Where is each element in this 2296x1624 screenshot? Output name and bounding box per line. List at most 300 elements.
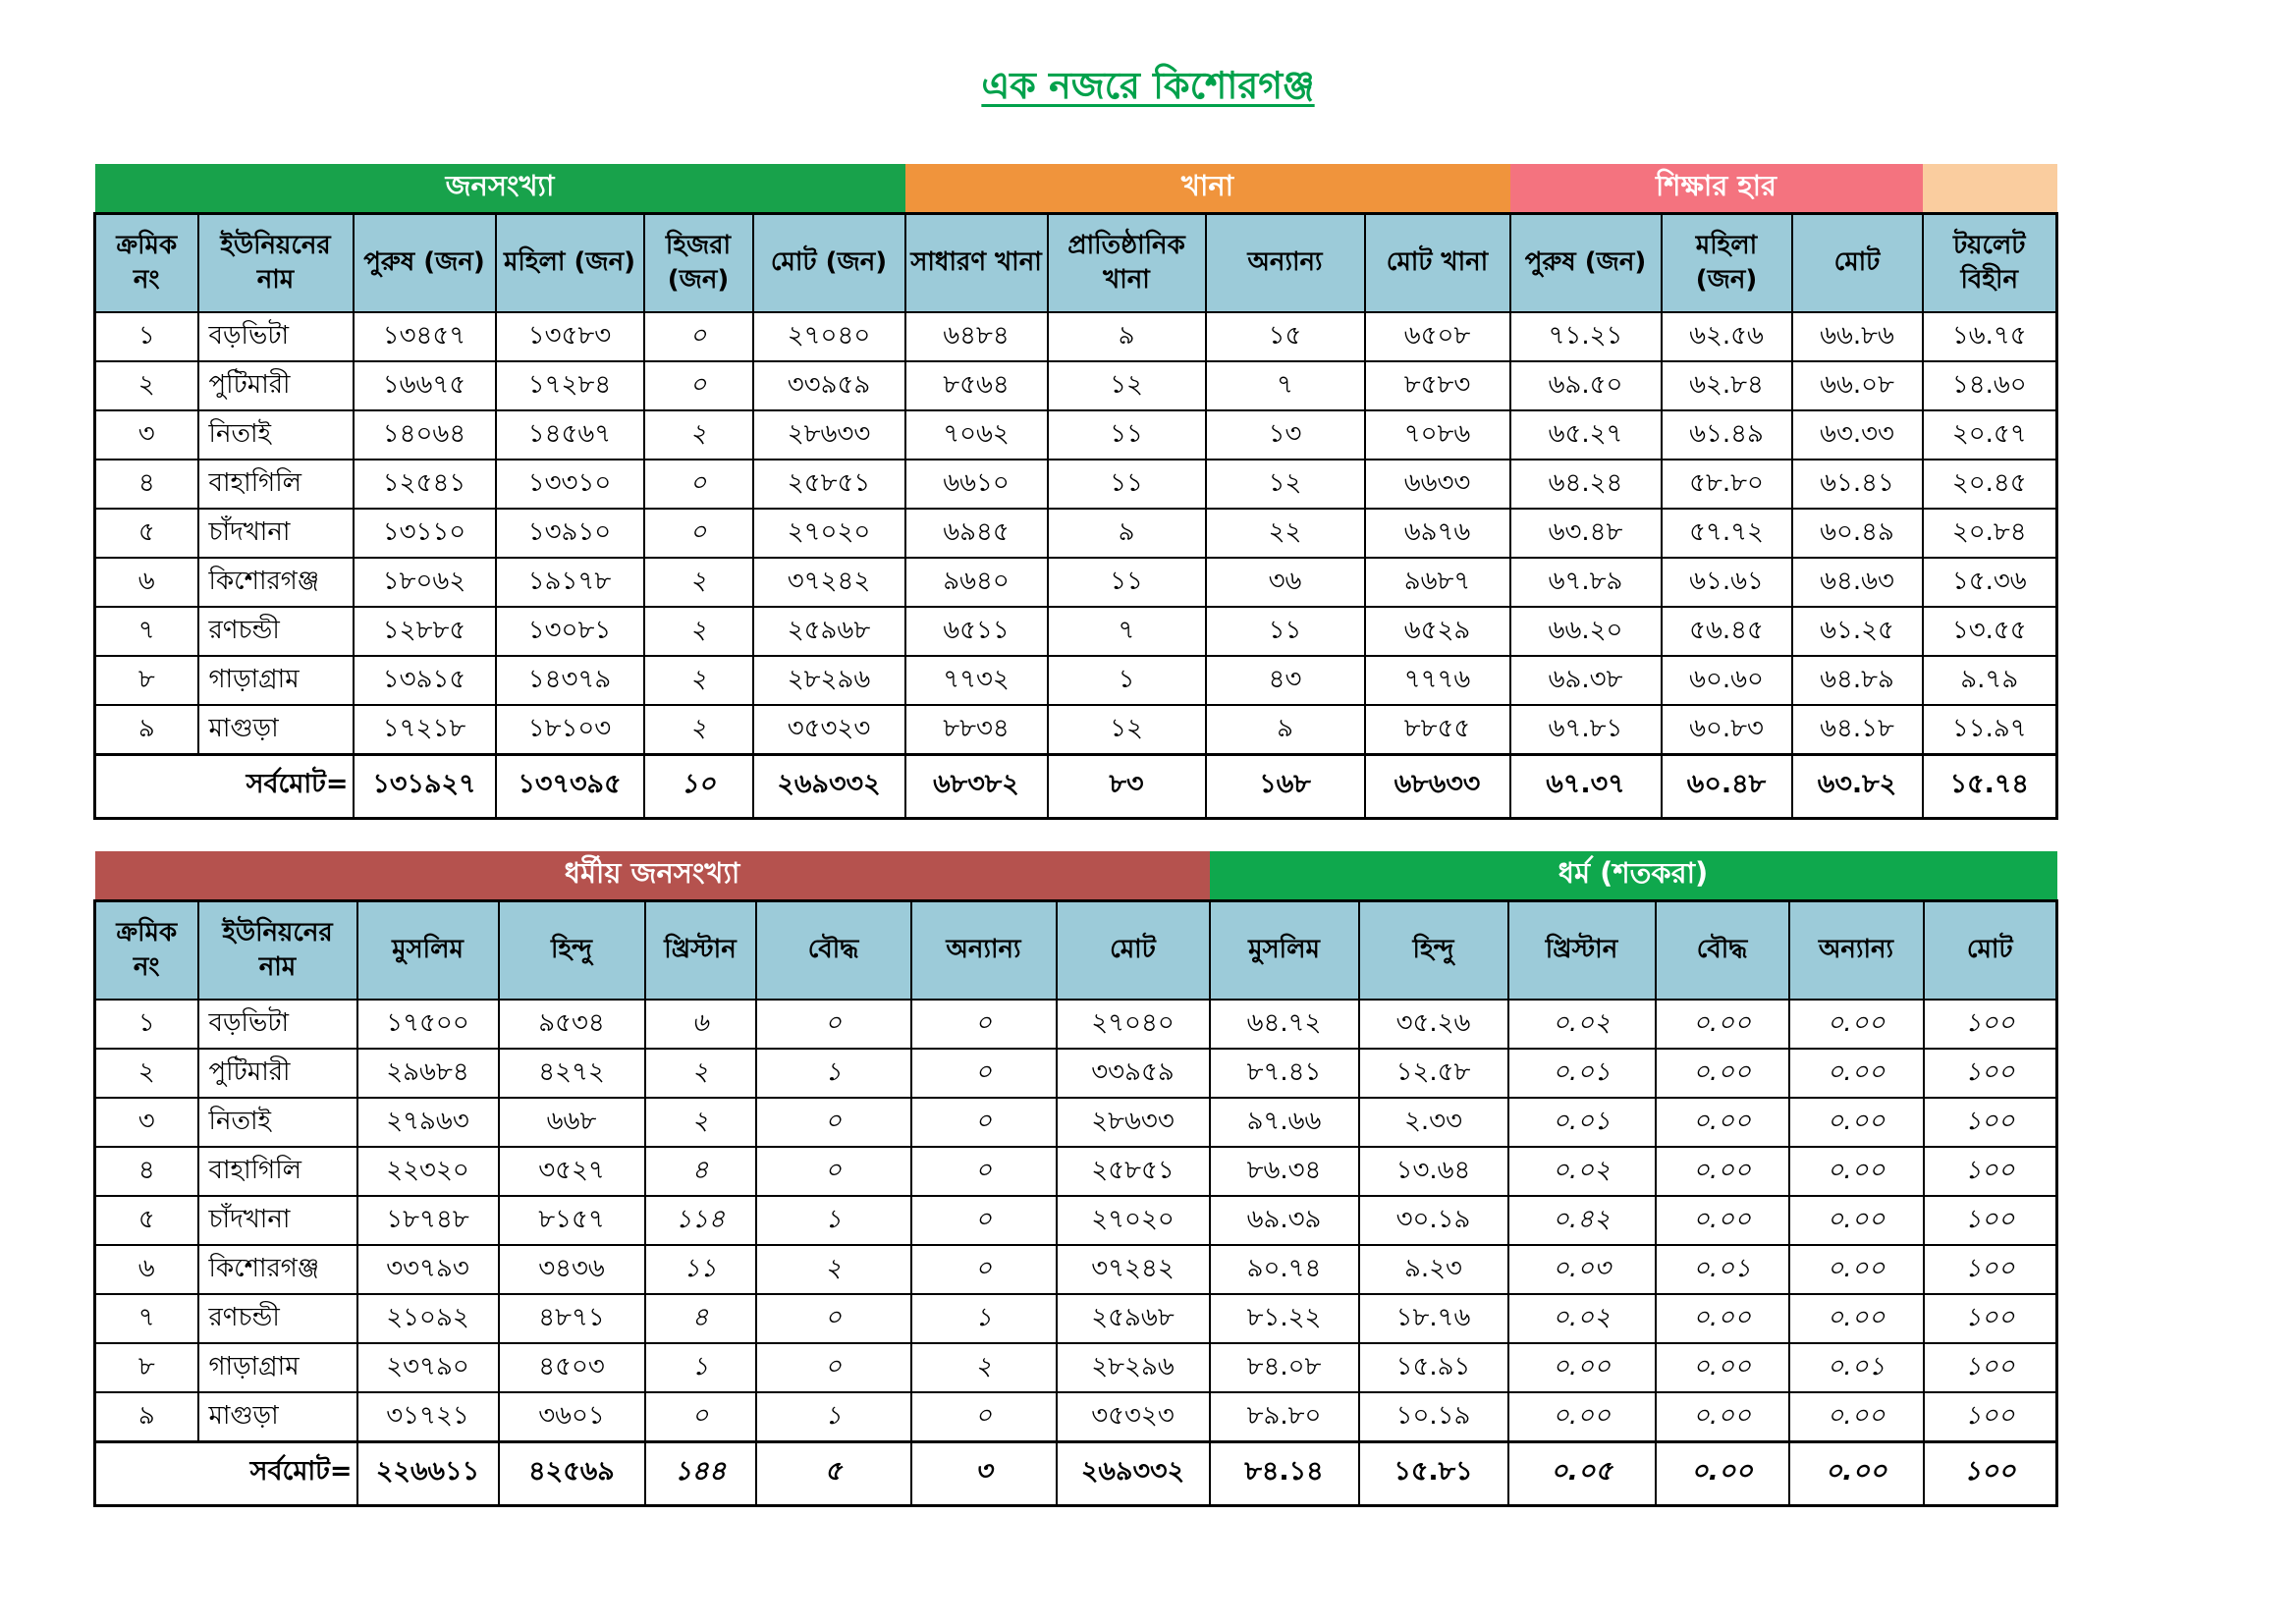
table-cell: ৬৬৮ [499, 1098, 645, 1147]
table-cell: ৩৩৯৫৯ [1057, 1049, 1210, 1098]
table-cell: ১৩.৬৪ [1359, 1147, 1508, 1196]
table-cell: ১১ [645, 1245, 756, 1294]
table-cell: ৩১৭২১ [357, 1392, 499, 1442]
table-cell: ১৩৫৮৩ [496, 312, 644, 361]
table-cell: ১২.৫৮ [1359, 1049, 1508, 1098]
table-cell: ৭ [1048, 607, 1206, 656]
table-cell: পুটিমারী [198, 1049, 357, 1098]
table-cell: ৯ [1048, 312, 1206, 361]
table-cell: ০ [644, 312, 753, 361]
total-cell: ১৩১৯২৭ [354, 754, 496, 818]
table-cell: ২ [644, 656, 753, 705]
table-cell: ৬৩.৪৮ [1510, 509, 1662, 558]
group-header: শিক্ষার হার [1510, 164, 1923, 214]
religion-population-table [93, 851, 2058, 1507]
table-cell: ০.০০ [1508, 1392, 1656, 1442]
column-header: হিজরা (জন) [644, 214, 753, 312]
table-cell: ৯৭.৬৬ [1210, 1098, 1359, 1147]
table-cell: ১৩৩১০ [496, 460, 644, 509]
table-cell: ১১ [1206, 607, 1365, 656]
table-cell: ০.০১ [1508, 1098, 1656, 1147]
table-cell: ৫ [95, 509, 198, 558]
table-row [95, 1147, 2057, 1196]
total-cell: ৬৭.৩৭ [1510, 754, 1662, 818]
table-cell: ৬৬১০ [905, 460, 1048, 509]
column-header: মোট (জন) [753, 214, 905, 312]
table-cell: নিতাই [198, 410, 354, 460]
table-cell: ০ [756, 1343, 911, 1392]
table-cell: ৯৬৮৭ [1365, 558, 1510, 607]
table-cell: ১২ [1048, 705, 1206, 755]
table-cell: ১৫.৩৬ [1923, 558, 2057, 607]
table-cell: ৬৬.০৮ [1792, 361, 1923, 410]
column-header: হিন্দু [1359, 901, 1508, 1000]
column-header: মোট [1924, 901, 2057, 1000]
table-cell: ৭৭৩২ [905, 656, 1048, 705]
table-cell: ২৭০২০ [753, 509, 905, 558]
table-cell: বড়ভিটা [198, 1000, 357, 1049]
table-cell: ২ [645, 1098, 756, 1147]
table-cell: ২৮৬৩৩ [1057, 1098, 1210, 1147]
table-cell: ১৮.৭৬ [1359, 1294, 1508, 1343]
total-cell: ৪২৫৬৯ [499, 1441, 645, 1505]
group-band-row [95, 851, 2057, 901]
table-cell: ১০.১৯ [1359, 1392, 1508, 1442]
column-header: মুসলিম [357, 901, 499, 1000]
table-cell: ০ [644, 460, 753, 509]
table-cell: ১৭২১৮ [354, 705, 496, 755]
table-cell: ১০০ [1924, 1196, 2057, 1245]
table-cell: ০.০২ [1508, 1000, 1656, 1049]
table-row [95, 1000, 2057, 1049]
column-header: বৌদ্ধ [1656, 901, 1789, 1000]
column-header: হিন্দু [499, 901, 645, 1000]
table-cell: ৮১৫৭ [499, 1196, 645, 1245]
column-header: মোট [1057, 901, 1210, 1000]
column-header-row [95, 214, 2057, 312]
table-cell: ০.০০ [1508, 1343, 1656, 1392]
table-cell: ১ [95, 1000, 198, 1049]
table-cell: ১৪৫৬৭ [496, 410, 644, 460]
table-cell: ৮৬.৩৪ [1210, 1147, 1359, 1196]
table-cell: ০ [911, 1147, 1057, 1196]
table-cell: ৭ [1206, 361, 1365, 410]
table-cell: ১৬.৭৫ [1923, 312, 2057, 361]
table-cell: পুটিমারী [198, 361, 354, 410]
table-cell: ০ [911, 1392, 1057, 1442]
column-header: খ্রিস্টান [1508, 901, 1656, 1000]
table-cell: ৬৬.৮৬ [1792, 312, 1923, 361]
table-cell: ১৪.৬০ [1923, 361, 2057, 410]
column-header: মোট [1792, 214, 1923, 312]
table-cell: ৬ [645, 1000, 756, 1049]
table-cell: ১৩ [1206, 410, 1365, 460]
column-header: অন্যান্য [1789, 901, 1924, 1000]
table-cell: ০.০০ [1656, 1000, 1789, 1049]
table-cell: ৬৪.৮৯ [1792, 656, 1923, 705]
total-cell: ৮৪.১৪ [1210, 1441, 1359, 1505]
table-cell: ৩০.১৯ [1359, 1196, 1508, 1245]
group-header: খানা [905, 164, 1510, 214]
table-cell: ১৮১০৩ [496, 705, 644, 755]
table-cell: ৮৫৮৩ [1365, 361, 1510, 410]
table-cell: ১৩০৮১ [496, 607, 644, 656]
total-row [95, 754, 2057, 818]
table-cell: ৫৬.৪৫ [1662, 607, 1792, 656]
table-cell: ৬৯.৫০ [1510, 361, 1662, 410]
table-cell: ১০০ [1924, 1147, 2057, 1196]
table-cell: ২.৩৩ [1359, 1098, 1508, 1147]
table-cell: ২৯৬৮৪ [357, 1049, 499, 1098]
table-cell: ১১ [1048, 410, 1206, 460]
table-cell: ৮৪.০৮ [1210, 1343, 1359, 1392]
total-cell: ২৬৯৩৩২ [753, 754, 905, 818]
table-cell: ১১.৯৭ [1923, 705, 2057, 755]
table-cell: ৬৫২৯ [1365, 607, 1510, 656]
table-cell: ৮৫৬৪ [905, 361, 1048, 410]
total-cell: ৮৩ [1048, 754, 1206, 818]
table-row [95, 460, 2057, 509]
table-cell: ১০০ [1924, 1049, 2057, 1098]
table-cell: ২ [95, 1049, 198, 1098]
table-cell: ৩৫২৭ [499, 1147, 645, 1196]
table-cell: ২৭৯৬৩ [357, 1098, 499, 1147]
table-cell: ০ [911, 1196, 1057, 1245]
table-cell: ৩৬ [1206, 558, 1365, 607]
table-row [95, 361, 2057, 410]
table-row [95, 607, 2057, 656]
table-cell: ৮৮৫৫ [1365, 705, 1510, 755]
table-cell: ০.০২ [1508, 1294, 1656, 1343]
table-cell: ৭০৮৬ [1365, 410, 1510, 460]
total-row [95, 1441, 2057, 1505]
table-cell: ১২৫৪১ [354, 460, 496, 509]
table-cell: ৬২.৮৪ [1662, 361, 1792, 410]
group-header [1923, 164, 2057, 214]
table-cell: ৩৫.২৬ [1359, 1000, 1508, 1049]
table-cell: ৮ [95, 1343, 198, 1392]
column-header: অন্যান্য [911, 901, 1057, 1000]
table-cell: ৩ [95, 1098, 198, 1147]
table-row [95, 1196, 2057, 1245]
table-cell: ১ [645, 1343, 756, 1392]
column-header: ইউনিয়নের নাম [198, 214, 354, 312]
total-cell: ২৬৯৩৩২ [1057, 1441, 1210, 1505]
table-cell: ৩৫৩২৩ [1057, 1392, 1210, 1442]
table-cell: ১০০ [1924, 1392, 2057, 1442]
table-cell: ১০০ [1924, 1343, 2057, 1392]
table-cell: ১৮৭৪৮ [357, 1196, 499, 1245]
table-cell: ৩৪৩৬ [499, 1245, 645, 1294]
table-cell: ১ [756, 1196, 911, 1245]
table-cell: ১ [756, 1049, 911, 1098]
column-header: মুসলিম [1210, 901, 1359, 1000]
table-cell: ৩৬০১ [499, 1392, 645, 1442]
total-cell: ০.০০ [1656, 1441, 1789, 1505]
table-cell: বাহাগিলি [198, 1147, 357, 1196]
table-cell: ৬৩.৩৩ [1792, 410, 1923, 460]
table-cell: চাঁদখানা [198, 1196, 357, 1245]
total-cell: ০.০৫ [1508, 1441, 1656, 1505]
total-cell: ৫ [756, 1441, 911, 1505]
table-cell: ৯৫৩৪ [499, 1000, 645, 1049]
table-row [95, 1098, 2057, 1147]
table-cell: ৬১.২৫ [1792, 607, 1923, 656]
table-cell: ২ [644, 410, 753, 460]
table1-body [95, 312, 2057, 819]
table-cell: ০.০০ [1656, 1049, 1789, 1098]
page-title: এক নজরে কিশোরগঞ্জ [981, 64, 1315, 107]
table-cell: ২৮২৯৬ [1057, 1343, 1210, 1392]
table-cell: ৬৯.৩৯ [1210, 1196, 1359, 1245]
table-cell: ১ [95, 312, 198, 361]
table-cell: ৬৪.১৮ [1792, 705, 1923, 755]
table-cell: ৯.৭৯ [1923, 656, 2057, 705]
total-cell: ১৬৮ [1206, 754, 1365, 818]
group-header: ধর্ম (শতকরা) [1210, 851, 2057, 901]
column-header: টয়লেট বিহীন [1923, 214, 2057, 312]
table-cell: ১৩১১০ [354, 509, 496, 558]
table-cell: ০.০০ [1789, 1392, 1924, 1442]
table-cell: ১৭৫০০ [357, 1000, 499, 1049]
table-cell: ২ [645, 1049, 756, 1098]
table-cell: ০.০০ [1789, 1196, 1924, 1245]
table-cell: ৮৭.৪১ [1210, 1049, 1359, 1098]
table-cell: ৮৯.৮০ [1210, 1392, 1359, 1442]
table-cell: ৩৫৩২৩ [753, 705, 905, 755]
total-cell: ১০০ [1924, 1441, 2057, 1505]
table-cell: ৯৬৪০ [905, 558, 1048, 607]
table-row [95, 656, 2057, 705]
table-cell: ৩৩৯৫৯ [753, 361, 905, 410]
total-cell: ১৩৭৩৯৫ [496, 754, 644, 818]
total-cell: ৬৮৩৮২ [905, 754, 1048, 818]
table-cell: ১৬৬৭৫ [354, 361, 496, 410]
table-cell: ২৫৮৫১ [753, 460, 905, 509]
table-cell: ১০০ [1924, 1098, 2057, 1147]
table2-head [95, 851, 2057, 1000]
table-cell: ৬২.৫৬ [1662, 312, 1792, 361]
table-cell: ২২৩২০ [357, 1147, 499, 1196]
table2-body [95, 1000, 2057, 1506]
table-cell: কিশোরগঞ্জ [198, 558, 354, 607]
table-cell: ২৩৭৯০ [357, 1343, 499, 1392]
table-row [95, 1049, 2057, 1098]
table-cell: ১৩৯১৫ [354, 656, 496, 705]
column-header: পুরুষ (জন) [1510, 214, 1662, 312]
table-row [95, 1245, 2057, 1294]
total-cell: ৩ [911, 1441, 1057, 1505]
table-cell: মাগুড়া [198, 705, 354, 755]
table-cell: ২৮৬৩৩ [753, 410, 905, 460]
table-cell: ০ [911, 1049, 1057, 1098]
table-row [95, 1343, 2057, 1392]
total-cell: ৬০.৪৮ [1662, 754, 1792, 818]
total-cell: ৬৮৬৩৩ [1365, 754, 1510, 818]
population-households-literacy-table [93, 164, 2058, 820]
table-cell: ২১০৯২ [357, 1294, 499, 1343]
table-cell: ৩৭২৪২ [753, 558, 905, 607]
group-header: জনসংখ্যা [95, 164, 905, 214]
table-row [95, 1294, 2057, 1343]
table-cell: ২০.৫৭ [1923, 410, 2057, 460]
table-cell: ২৮২৯৬ [753, 656, 905, 705]
table-cell: ৪ [95, 460, 198, 509]
table-cell: বড়ভিটা [198, 312, 354, 361]
table-cell: ২৭০৪০ [1057, 1000, 1210, 1049]
table-row [95, 410, 2057, 460]
table-row [95, 1392, 2057, 1442]
table-cell: ০ [911, 1098, 1057, 1147]
table-cell: ৬৪৮৪ [905, 312, 1048, 361]
table-cell: ৬০.৮৩ [1662, 705, 1792, 755]
table-cell: ১৯১৭৮ [496, 558, 644, 607]
table-cell: ০.০০ [1789, 1000, 1924, 1049]
group-header: ধর্মীয় জনসংখ্যা [95, 851, 1210, 901]
table-cell: নিতাই [198, 1098, 357, 1147]
table-cell: ০.০০ [1656, 1147, 1789, 1196]
table-cell: ৬৪.২৪ [1510, 460, 1662, 509]
table-cell: গাড়াগ্রাম [198, 656, 354, 705]
table-cell: ৬৪.৬৩ [1792, 558, 1923, 607]
column-header: ক্রমিক নং [95, 901, 198, 1000]
column-header: মহিলা (জন) [496, 214, 644, 312]
table-cell: ৬৯.৩৮ [1510, 656, 1662, 705]
table-cell: মাগুড়া [198, 1392, 357, 1442]
table-cell: ২ [644, 607, 753, 656]
table-cell: ১২৮৮৫ [354, 607, 496, 656]
column-header: ইউনিয়নের নাম [198, 901, 357, 1000]
table-cell: ৫৮.৮০ [1662, 460, 1792, 509]
total-cell: ১৫.৭৪ [1923, 754, 2057, 818]
table-cell: ১৩৯১০ [496, 509, 644, 558]
table-cell: ৬০.৪৯ [1792, 509, 1923, 558]
table-cell: ৬০.৬০ [1662, 656, 1792, 705]
table-cell: ৬৬৩৩ [1365, 460, 1510, 509]
table-cell: ১৩.৫৫ [1923, 607, 2057, 656]
table-cell: ০.০১ [1656, 1245, 1789, 1294]
table-cell: ১৩৪৫৭ [354, 312, 496, 361]
table-cell: ১৪০৬৪ [354, 410, 496, 460]
table-cell: ৭৭৭৬ [1365, 656, 1510, 705]
table-cell: ৪৩ [1206, 656, 1365, 705]
total-cell: ১৫.৮১ [1359, 1441, 1508, 1505]
total-cell: ৬৩.৮২ [1792, 754, 1923, 818]
table-cell: ০.০১ [1508, 1049, 1656, 1098]
table-cell: ১৭২৮৪ [496, 361, 644, 410]
column-header: ক্রমিক নং [95, 214, 198, 312]
table-cell: ৩৩৭৯৩ [357, 1245, 499, 1294]
table-cell: ৬৫০৮ [1365, 312, 1510, 361]
column-header: অন্যান্য [1206, 214, 1365, 312]
column-header-row [95, 901, 2057, 1000]
table-cell: ৫৭.৭২ [1662, 509, 1792, 558]
table-cell: ৬৭.৮১ [1510, 705, 1662, 755]
table-cell: ২৫৯৬৮ [1057, 1294, 1210, 1343]
table-cell: ০ [756, 1098, 911, 1147]
total-label: সর্বমোট= [95, 1441, 357, 1505]
table-row [95, 705, 2057, 755]
table-cell: ৪৫০৩ [499, 1343, 645, 1392]
table-cell: ০.০০ [1656, 1294, 1789, 1343]
table-cell: ০.০০ [1656, 1098, 1789, 1147]
table-row [95, 558, 2057, 607]
table-cell: ৯ [1048, 509, 1206, 558]
table-cell: ৬৪.৭২ [1210, 1000, 1359, 1049]
table-cell: ৪২৭২ [499, 1049, 645, 1098]
table-cell: ৪ [645, 1294, 756, 1343]
table-cell: ৯ [95, 705, 198, 755]
table-cell: ২৫৯৬৮ [753, 607, 905, 656]
table-cell: ২ [644, 558, 753, 607]
table-cell: ৮৮৩৪ [905, 705, 1048, 755]
table-cell: ১৫.৯১ [1359, 1343, 1508, 1392]
table-cell: ৯০.৭৪ [1210, 1245, 1359, 1294]
table-cell: বাহাগিলি [198, 460, 354, 509]
table-cell: ২ [911, 1343, 1057, 1392]
table-cell: ৬৯৪৫ [905, 509, 1048, 558]
table-cell: ৩৭২৪২ [1057, 1245, 1210, 1294]
table-cell: রণচন্ডী [198, 1294, 357, 1343]
table-cell: ০ [756, 1147, 911, 1196]
table-cell: ৬৬.২০ [1510, 607, 1662, 656]
table-cell: ০ [756, 1294, 911, 1343]
table-cell: ০.০১ [1789, 1343, 1924, 1392]
table-cell: ০.০০ [1789, 1245, 1924, 1294]
table-cell: ০ [756, 1000, 911, 1049]
table-cell: ২ [644, 705, 753, 755]
table-cell: ২৫৮৫১ [1057, 1147, 1210, 1196]
column-header: খ্রিস্টান [645, 901, 756, 1000]
table-cell: ৭১.২১ [1510, 312, 1662, 361]
group-band-row [95, 164, 2057, 214]
table-cell: ৩ [95, 410, 198, 460]
column-header: মহিলা (জন) [1662, 214, 1792, 312]
table-cell: ০.০০ [1656, 1343, 1789, 1392]
table-cell: ১০০ [1924, 1294, 2057, 1343]
column-header: মোট খানা [1365, 214, 1510, 312]
total-cell: ১০ [644, 754, 753, 818]
table-cell: কিশোরগঞ্জ [198, 1245, 357, 1294]
table-cell: ১৮০৬২ [354, 558, 496, 607]
table-cell: ২২ [1206, 509, 1365, 558]
table-cell: ০ [644, 509, 753, 558]
column-header: প্রাতিষ্ঠানিক খানা [1048, 214, 1206, 312]
table-cell: ৭০৬২ [905, 410, 1048, 460]
table-cell: ৬৭.৮৯ [1510, 558, 1662, 607]
table-cell: ১৪৩৭৯ [496, 656, 644, 705]
table-cell: ০.০০ [1789, 1049, 1924, 1098]
table-cell: ৬১.৪৯ [1662, 410, 1792, 460]
table-cell: ২০.৮৪ [1923, 509, 2057, 558]
table-cell: ২০.৪৫ [1923, 460, 2057, 509]
table-cell: ৪ [645, 1147, 756, 1196]
table-cell: ০.০০ [1789, 1098, 1924, 1147]
table-cell: গাড়াগ্রাম [198, 1343, 357, 1392]
table-row [95, 312, 2057, 361]
total-cell: ০.০০ [1789, 1441, 1924, 1505]
column-header: সাধারণ খানা [905, 214, 1048, 312]
table-cell: ২৭০৪০ [753, 312, 905, 361]
table-cell: ২৭০২০ [1057, 1196, 1210, 1245]
table-cell: ০ [911, 1245, 1057, 1294]
table-cell: ৮১.২২ [1210, 1294, 1359, 1343]
column-header: বৌদ্ধ [756, 901, 911, 1000]
table-cell: ৬ [95, 558, 198, 607]
table-cell: ৭ [95, 1294, 198, 1343]
total-label: সর্বমোট= [95, 754, 354, 818]
table-cell: ১৫ [1206, 312, 1365, 361]
